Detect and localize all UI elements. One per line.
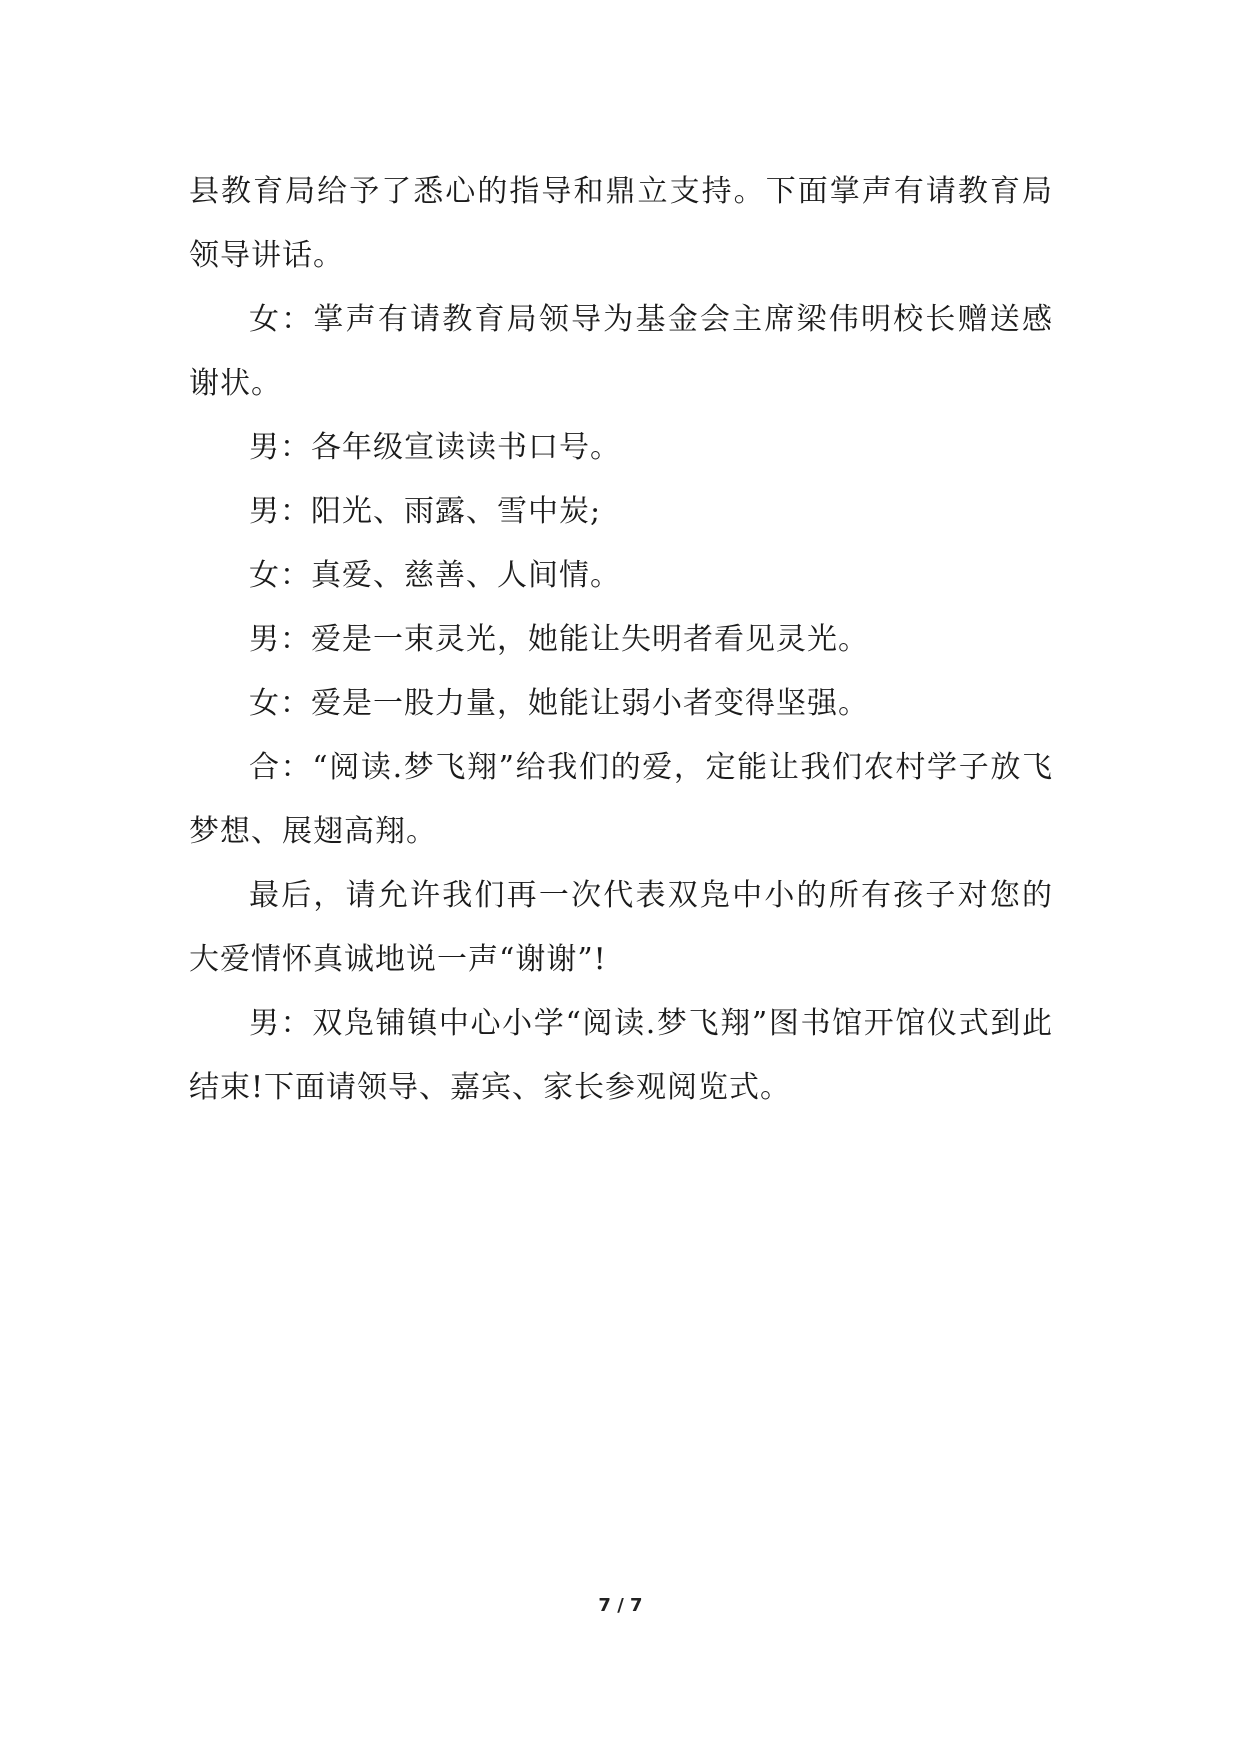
paragraph-final-thanks: 最后，请允许我们再一次代表双凫中小的所有孩子对您的大爱情怀真诚地说一声“谢谢”!: [189, 878, 1053, 977]
paragraph-together: 合：“阅读.梦飞翔”给我们的爱，定能让我们农村学子放飞梦想、展翅高翔。: [189, 750, 1053, 849]
paragraph-slogan-female: 女：真爱、慈善、人间情。: [249, 558, 621, 593]
paragraph-thanks-certificate: 女：掌声有请教育局领导为基金会主席梁伟明校长赠送感谢状。: [189, 302, 1053, 401]
paragraph-reading-slogan: 男：各年级宣读读书口号。: [249, 430, 621, 465]
page-number: 7 / 7: [598, 1595, 643, 1616]
paragraph-slogan-male: 男：阳光、雨露、雪中炭;: [249, 494, 602, 529]
document-body: [189, 160, 1053, 1120]
paragraph-closing: 男：双凫铺镇中心小学“阅读.梦飞翔”图书馆开馆仪式到此结束!下面请领导、嘉宾、家长参观阅览式。: [189, 1006, 1053, 1105]
paragraph-love-strength: 女：爱是一股力量，她能让弱小者变得坚强。: [249, 686, 869, 721]
paragraph-love-light: 男：爱是一束灵光，她能让失明者看见灵光。: [249, 622, 869, 657]
paragraph-continued: 县教育局给予了悉心的指导和鼎立支持。下面掌声有请教育局领导讲话。: [189, 174, 1053, 273]
